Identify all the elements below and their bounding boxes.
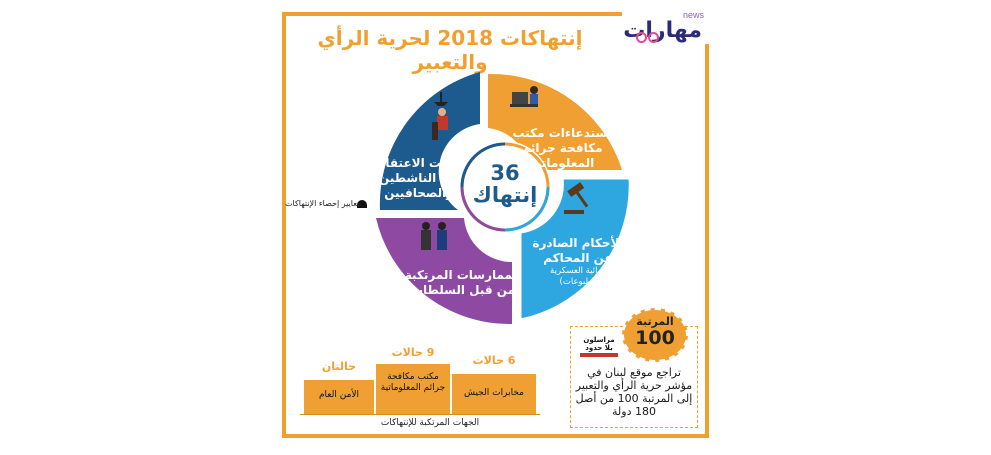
rsf-logo-bar [580,353,618,357]
bar-army [452,374,536,414]
rank-value: 100 [635,327,675,349]
logo-main-text: مهارات [623,18,702,43]
bar-count-cybercrime: 9 حالات [391,346,435,359]
rank-label: المرتبة [636,315,674,328]
logo-news-text: news [682,10,704,20]
center-label: إنتهاك [472,183,538,207]
page-title: إنتهاكات 2018 لحرية الرأي والتعبير [317,26,583,74]
rsf-logo-text: مراسلون بلا حدود [583,336,615,352]
rsf-logo [580,336,618,360]
segment-label-blue: الأحكام الصادرة عن المحاكم [532,236,624,265]
center-value [470,162,540,206]
bar-count-general-security: حالتان [321,360,357,373]
bars-baseline [300,414,540,415]
bar-count-army: 6 حالات [472,354,516,367]
bar-label-army: مخابرات الجيش [464,388,524,398]
bars-footer: الجهات المرتكبة للإنتهاكات [380,418,480,428]
segment-sub-blue: (الجزائية العسكرية والمطبوعات) [550,266,616,287]
bar-label-general-security: الأمن العام [318,390,360,400]
bar-general-security [304,380,374,414]
bar-label-cybercrime: مكتب مكافحة جرائم المعلوماتية [380,372,446,393]
segment-label-purple: الممارسات المرتكبة من قبل السلطات [404,268,522,297]
rank-badge [622,308,688,362]
rank-description: تراجع موقع لبنان في مؤشر حرية الرأي والتعبير إلى المرتبة 100 من أصل 180 دولة [575,366,693,418]
center-count: 36 [490,161,520,185]
bar-cybercrime [376,364,450,414]
legend-label: معايير إحصاء الإنتهاكات [285,199,362,208]
segment-label-navy: حالات الاعتقال ضد الناشطين والصحافيين [374,156,464,200]
segment-label-orange: استدعاءات مكتب مكافحة جرائم المعلوماتية [512,126,612,170]
